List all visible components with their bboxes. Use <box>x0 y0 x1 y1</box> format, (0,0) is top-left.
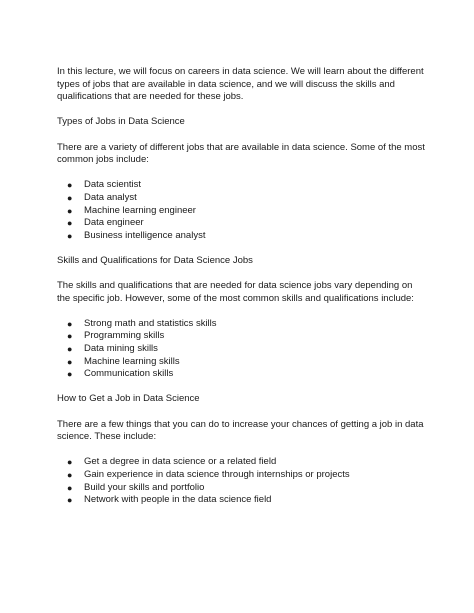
list-item: ● Programming skills <box>67 330 165 342</box>
list-item: ● Communication skills <box>67 368 174 380</box>
list-item: ● Data mining skills <box>67 343 158 355</box>
bullet-icon: ● <box>67 470 73 480</box>
bullet-icon: ● <box>67 230 73 241</box>
section-heading-get-a-job: How to Get a Job in Data Science <box>57 393 200 405</box>
bullet-icon: ● <box>67 495 73 506</box>
bullet-icon: ● <box>67 356 73 367</box>
list-item: ● Strong math and statistics skills <box>67 317 217 329</box>
skills-list <box>57 318 425 381</box>
bullet-icon: ● <box>67 205 73 216</box>
list-item: ● Machine learning engineer <box>67 204 196 216</box>
list-item: ● Get a degree in data science or a related field <box>67 456 277 468</box>
job-tips-list <box>57 456 425 506</box>
list-item: ● Data engineer <box>67 217 144 229</box>
section-heading-types-of-jobs: Types of Jobs in Data Science <box>57 116 185 128</box>
list-item: ● Data analyst <box>67 191 137 203</box>
document-body <box>57 66 425 507</box>
list-item: ● Gain experience in data science through internships or projects <box>67 469 350 480</box>
list-item: ● Network with people in the data science field <box>67 494 272 506</box>
list-item: ● Business intelligence analyst <box>67 229 206 241</box>
intro-paragraph: In this lecture, we will focus on careers in data science. We will learn about the different types of jobs that are available in data science, and we will discuss the skills and qualifications that are needed for these jobs. <box>57 66 424 103</box>
bullet-icon: ● <box>67 318 73 329</box>
section-text-get-a-job: There are a few things that you can do to increase your chances of getting a job in data science. These include: <box>57 418 424 443</box>
list-item: ● Data scientist <box>67 179 142 191</box>
bullet-icon: ● <box>67 331 73 342</box>
section-heading-skills: Skills and Qualifications for Data Science Jobs <box>57 254 253 266</box>
bullet-icon: ● <box>67 369 73 380</box>
section-text-types-of-jobs: There are a variety of different jobs that are available in data science. Some of the most common jobs include: <box>57 141 425 166</box>
bullet-icon: ● <box>67 192 73 203</box>
bullet-icon: ● <box>67 457 73 468</box>
job-types-list <box>57 179 425 242</box>
bullet-icon: ● <box>67 482 73 493</box>
section-text-skills: The skills and qualifications that are needed for data science jobs vary depending on the specific job. However, some of the most common skills and qualifications include: <box>57 280 414 304</box>
bullet-icon: ● <box>67 218 73 229</box>
list-item: ● Machine learning skills <box>67 355 180 367</box>
bullet-icon: ● <box>67 344 73 355</box>
bullet-icon: ● <box>67 180 73 191</box>
list-item: ● Build your skills and portfolio <box>67 481 205 493</box>
